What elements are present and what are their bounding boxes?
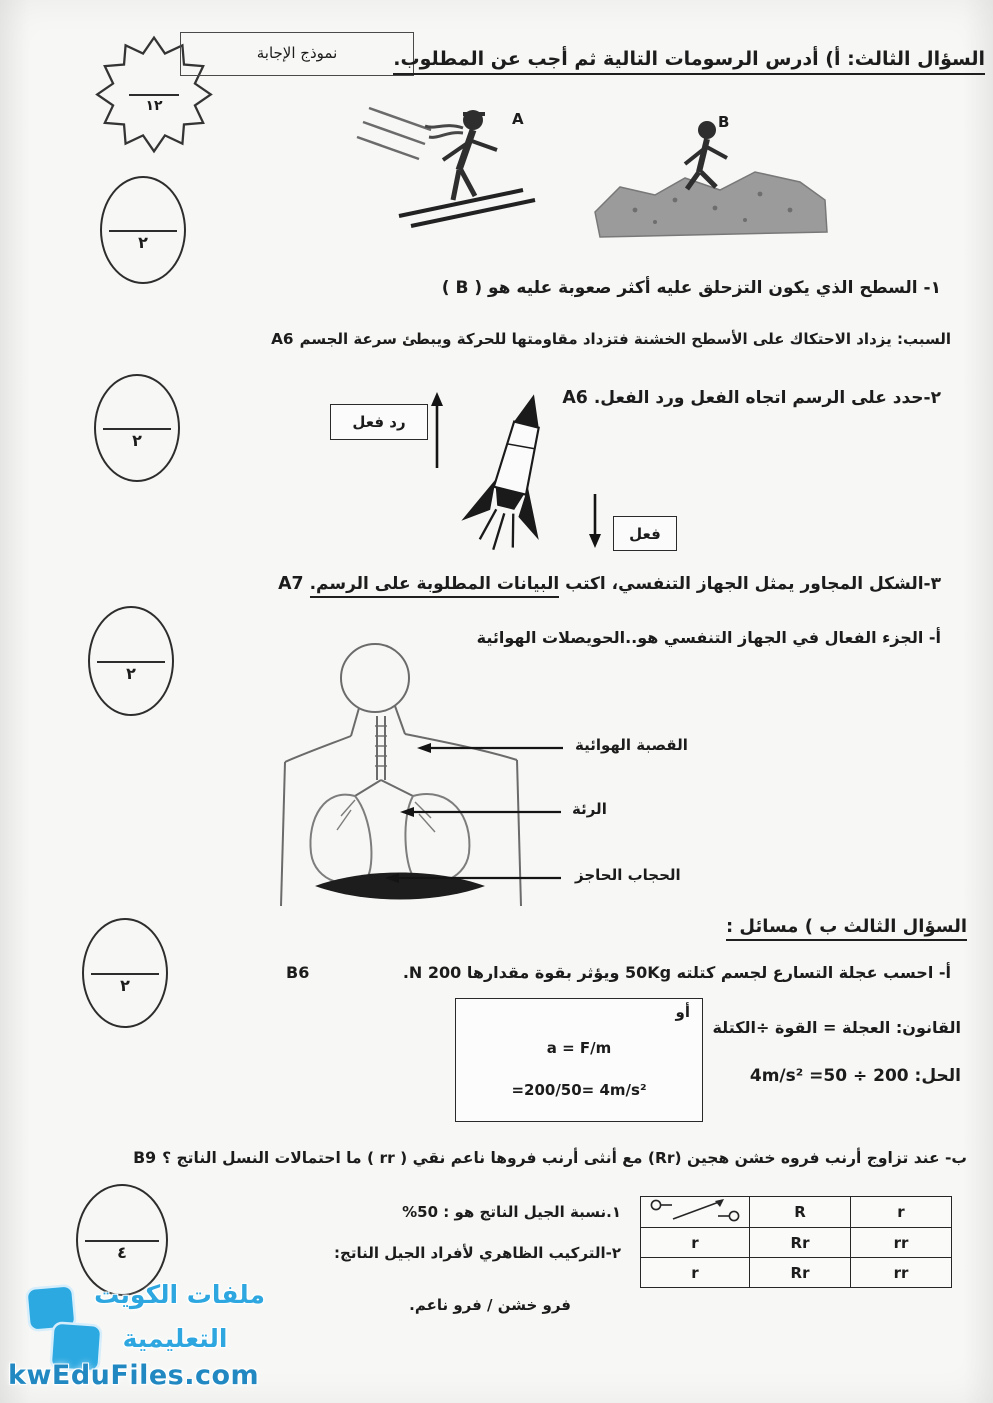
score-value: ٢ [132,431,142,451]
punnett-row-header: r [641,1228,750,1258]
question-2 [556,388,941,408]
punnett-col-header: R [750,1197,851,1228]
phenotype-line: ٢-التركيب الظاهري لأفراد الجيل الناتج: [334,1244,621,1262]
question-3a-answer: أ- الجزء الفعال في الجهاز التنفسي هو..الحويصلات الهوائية [476,628,941,647]
watermark-line-1: ملفات الكويت [94,1280,265,1309]
page-title: السؤال الثالث: أ) أدرس الرسومات التالية ثم أجب عن المطلوب. [393,48,985,75]
diaphragm-label: الحجاب الحاجز [575,866,681,884]
figure-label-b: B [718,113,730,131]
punnett-row [641,1228,952,1258]
question-3 [272,574,941,594]
friction-figure-image [355,92,835,250]
or-label: أو [675,1003,690,1021]
curriculum-code-a7: A7 [278,574,304,594]
figure-label-a: A [512,110,524,128]
solution-line: الحل: 200 ÷ 50= 4m/s² [749,1066,961,1086]
lung-pointer-arrow-icon [398,806,563,818]
problem-b-text [127,1148,967,1167]
reason-text: السبب: يزداد الاحتكاك على الأسطح الخشنة فتزداد مقاومتها للحركة ويبطئ سرعة الجسم [299,330,951,348]
problem-b-question: ب- عند تزاوج أرنب فروه خشن هجين (Rr) مع أنثى أرنب فروها ناعم نقي ( rr ) ما احتمالات النسل الناتج ؟ [162,1149,967,1167]
answer-model-box [180,32,414,76]
action-label: فعل [629,524,661,543]
punnett-row [641,1258,952,1288]
reaction-up-arrow-icon [430,390,444,470]
curriculum-code-a6: A6 [271,330,294,348]
reaction-label-box [330,404,428,440]
reaction-label: رد فعل [352,413,406,431]
score-value: ٢ [126,664,136,684]
score-circle-4 [82,918,168,1028]
action-down-arrow-icon [588,494,602,550]
score-circle-3 [88,606,174,716]
question-2-text: ٢-حدد على الرسم اتجاه الفعل ورد الفعل. [593,388,941,408]
curriculum-code-b9: B9 [133,1148,157,1167]
punnett-header-row [641,1197,952,1228]
trachea-label: القصبة الهوائية [575,736,688,754]
respiratory-system-image [255,638,550,908]
answer-model-label: نموذج الإجابة [256,44,338,62]
action-label-box [613,516,677,551]
score-value: ٢ [120,976,130,996]
punnett-cell: rr [851,1258,952,1288]
punnett-cell: rr [851,1228,952,1258]
punnett-cell: Rr [750,1228,851,1258]
formula-line-1: a = F/m [546,1039,612,1057]
score-circle-2 [94,374,180,482]
question-1-reason [265,330,951,348]
punnett-table [640,1196,952,1288]
watermark-site: kwEduFiles.com [8,1360,260,1391]
score-line [91,973,160,975]
trachea-pointer-arrow-icon [415,742,565,754]
score-value: ٤ [117,1243,127,1263]
punnett-cell: Rr [750,1258,851,1288]
score-value: ٢ [138,233,148,253]
score-line [109,230,178,232]
diaphragm-pointer-arrow-icon [383,872,563,884]
score-line [103,428,172,430]
section-b-title: السؤال الثالث ب ) مسائل : [726,916,967,941]
punnett-col-header: r [851,1197,952,1228]
formula-line-2: =200/50= 4m/s² [511,1081,647,1099]
formula-box [455,998,703,1122]
score-line [97,661,166,663]
punnett-row-header: r [641,1258,750,1288]
problem-a-text: أ- احسب عجلة التسارع لجسم كتلته 50Kg ويؤثر بقوة مقدارها 200 N. [402,963,951,982]
score-fraction-line [129,94,179,96]
score-circle-1 [100,176,186,284]
rocket-image [448,386,578,566]
question-1: ١- السطح الذي يكون التزحلق عليه أكثر صعوبة عليه هو ( B ) [441,278,941,298]
law-line: القانون: العجلة = القوة ÷الكتلة [712,1018,961,1037]
cross-mating-icon [645,1197,745,1223]
question-3-text: ٣-الشكل المجاور يمثل الجهاز التنفسي، اكتب [559,574,941,594]
curriculum-code-b6: B6 [286,963,310,982]
punnett-corner-cell [641,1197,750,1228]
phenotype-answer: فرو خشن / فرو ناعم. [409,1296,571,1314]
curriculum-code-a6-2: A6 [562,388,588,408]
total-score-value: ١٢ [145,98,163,114]
score-line [85,1240,159,1242]
watermark-line-2: التعليمية [122,1324,228,1353]
lung-label: الرئة [572,800,607,818]
question-3-underlined: البيانات المطلوبة على الرسم. [310,574,560,598]
generation-ratio-line: ١.نسبة الجيل الناتج هو : 50% [402,1203,621,1221]
